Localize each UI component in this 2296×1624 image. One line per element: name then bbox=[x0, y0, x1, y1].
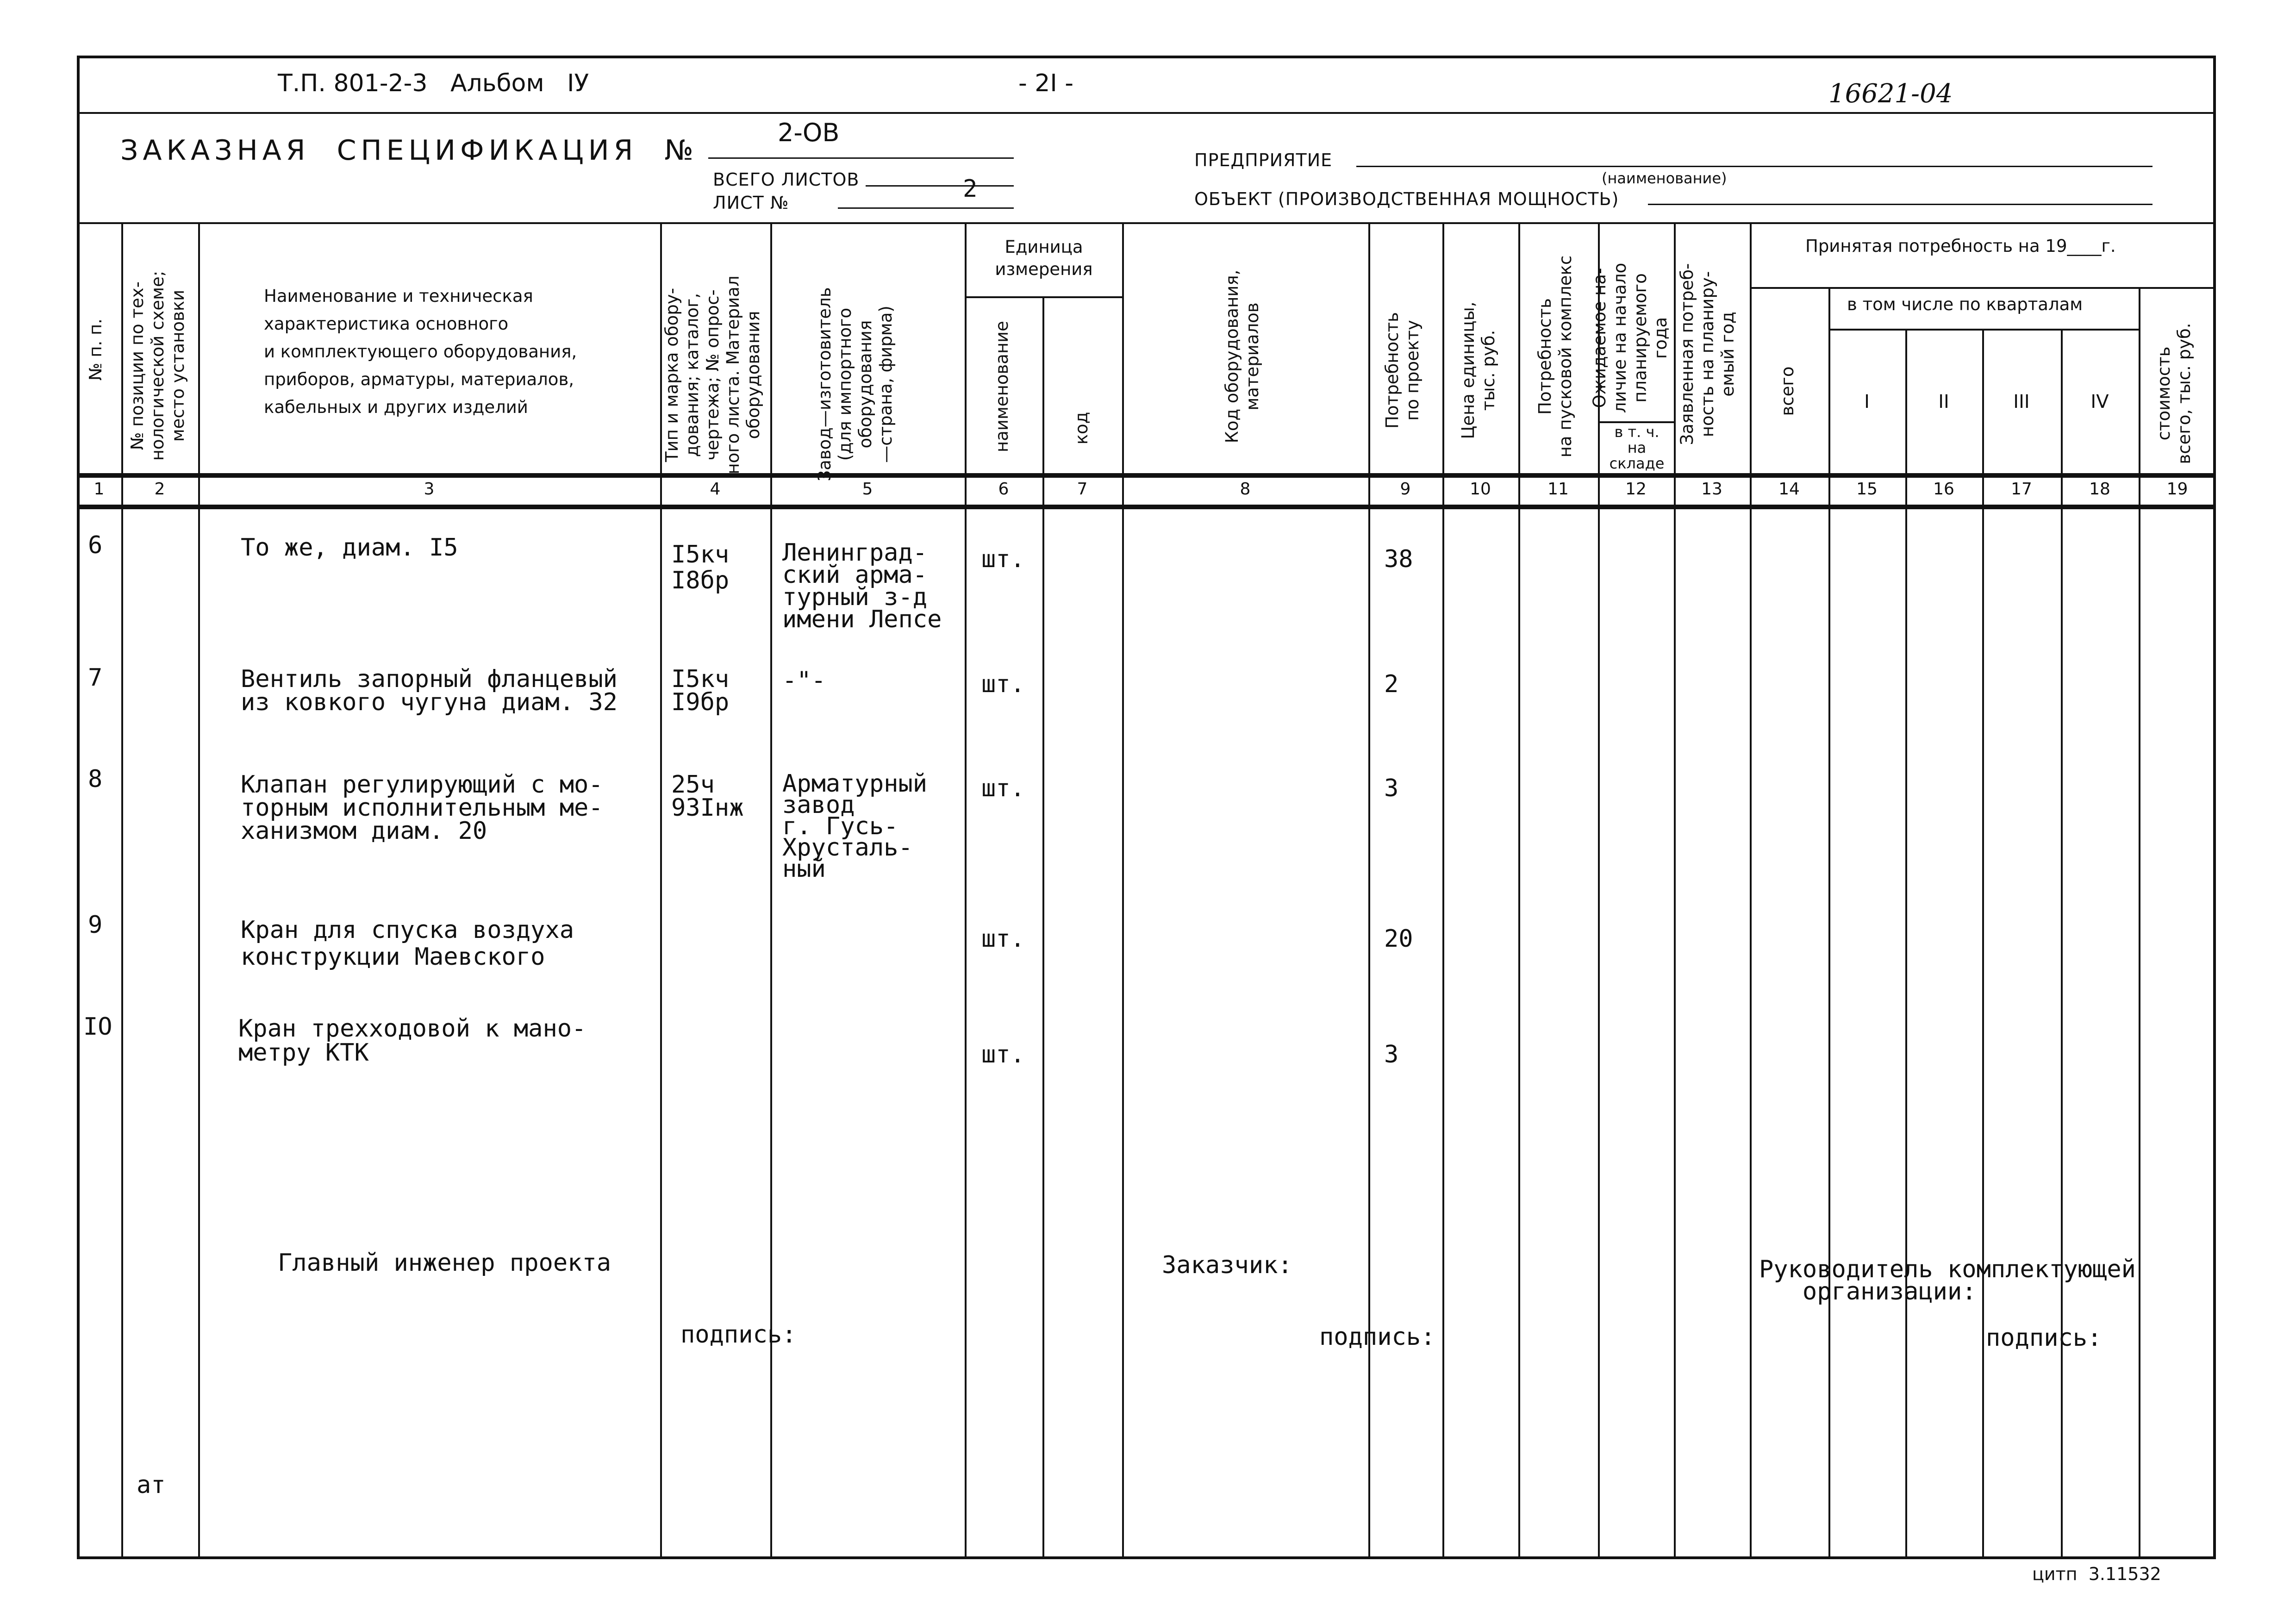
chief-engineer-label: Главный инженер проекта bbox=[278, 1249, 611, 1277]
item-unit: шт. bbox=[981, 775, 1025, 802]
customer-label: Заказчик: bbox=[1162, 1251, 1292, 1279]
item-name: Кран для спуска воздуха конструкции Маевского bbox=[241, 916, 574, 971]
col-header-4: Тип и марка обору- дования; каталог, чертежа; № опрос- ного листа. Материал оборудования bbox=[662, 275, 763, 475]
row-number: 7 bbox=[88, 664, 103, 692]
quarter-1: I bbox=[1864, 391, 1870, 412]
col-line bbox=[121, 222, 123, 1559]
sheet-number-line bbox=[838, 207, 1014, 209]
column-number: 16 bbox=[1933, 480, 1954, 499]
divider bbox=[77, 222, 2216, 224]
total-sheets-label: ВСЕГО ЛИСТОВ bbox=[713, 169, 860, 190]
column-number: 18 bbox=[2089, 480, 2110, 499]
col-header-6: наименование bbox=[992, 321, 1012, 452]
col-line bbox=[1368, 222, 1370, 1559]
accepted-sub-line bbox=[1750, 287, 2216, 289]
column-number: 5 bbox=[862, 480, 873, 499]
item-unit: шт. bbox=[981, 545, 1025, 573]
col-header-12: Ожидаемое на- личие на начало планируемого года bbox=[1590, 262, 1671, 413]
col-header-7: код bbox=[1072, 412, 1092, 445]
item-maker: Ленинград- ский арма- турный з-д имени Лепсе bbox=[782, 539, 942, 633]
signature-label-1: подпись: bbox=[680, 1321, 797, 1349]
item-unit: шт. bbox=[981, 1041, 1025, 1068]
column-number: 19 bbox=[2166, 480, 2188, 499]
item-maker: -"- bbox=[782, 667, 826, 694]
row-number: 9 bbox=[88, 911, 103, 939]
col-line bbox=[2139, 287, 2140, 1559]
row-number: 6 bbox=[88, 531, 103, 559]
col-header-2: № позиции по тех- нологической схеме; место установки bbox=[127, 270, 188, 461]
enterprise-label: ПРЕДПРИЯТИЕ bbox=[1194, 150, 1333, 170]
col-line bbox=[1442, 222, 1444, 1559]
item-unit: шт. bbox=[981, 670, 1025, 698]
enterprise-line bbox=[1356, 166, 2152, 167]
item-name: Клапан регулирующий с мо- торным исполнительным ме- ханизмом диам. 20 bbox=[241, 771, 603, 845]
sheet-number: 2 bbox=[963, 175, 978, 203]
document-number: 16621-04 bbox=[1828, 79, 1953, 109]
page-number: - 2I - bbox=[1018, 69, 1074, 97]
page-title: ЗАКАЗНАЯ СПЕЦИФИКАЦИЯ № bbox=[120, 134, 698, 167]
item-qty: 20 bbox=[1384, 925, 1413, 953]
col-header-9: Потребность по проекту bbox=[1382, 312, 1423, 429]
album-reference: Т.П. 801-2-3 Альбом IУ bbox=[278, 69, 589, 97]
item-name: Вентиль запорный фланцевый из ковкого чугуна диам. 32 bbox=[241, 665, 618, 716]
col-line bbox=[770, 222, 772, 1559]
column-number: 6 bbox=[998, 480, 1009, 499]
item-maker: Арматурный завод г. Гусь- Хрусталь- ный bbox=[782, 770, 928, 883]
item-qty: 3 bbox=[1384, 1041, 1399, 1068]
quarter-sub-line bbox=[1828, 329, 2139, 331]
col-line bbox=[198, 222, 200, 1559]
spec-number-line bbox=[708, 157, 1014, 159]
item-unit: шт. bbox=[981, 925, 1025, 953]
column-number: 8 bbox=[1240, 480, 1251, 499]
column-number: 10 bbox=[1470, 480, 1491, 499]
column-number: 13 bbox=[1701, 480, 1722, 499]
col-numbers-line bbox=[77, 505, 2216, 509]
signature-label-3: подпись: bbox=[1986, 1324, 2102, 1352]
spec-number: 2-ОВ bbox=[778, 118, 840, 147]
object-line bbox=[1648, 204, 2152, 205]
column-number: 9 bbox=[1400, 480, 1411, 499]
object-label: ОБЪЕКТ (ПРОИЗВОДСТВЕННАЯ МОЩНОСТЬ) bbox=[1194, 189, 1619, 209]
col-header-10: Цена единицы, тыс. руб. bbox=[1458, 301, 1498, 439]
quarter-3: III bbox=[2013, 391, 2030, 412]
column-number: 4 bbox=[710, 480, 721, 499]
column-number: 11 bbox=[1547, 480, 1569, 499]
column-number: 1 bbox=[94, 480, 105, 499]
col-line bbox=[1982, 329, 1984, 1559]
col-line bbox=[965, 222, 967, 1559]
col-header-14: всего bbox=[1778, 366, 1797, 416]
column-number: 17 bbox=[2011, 480, 2032, 499]
column-number: 2 bbox=[154, 480, 165, 499]
item-type: I5кч I8бр bbox=[671, 541, 730, 594]
col-line bbox=[1905, 329, 1907, 1559]
column-number: 3 bbox=[424, 480, 435, 499]
total-sheets-line bbox=[866, 185, 1014, 187]
row-number: 8 bbox=[88, 765, 103, 793]
col-header-19: стоимость всего, тыс. руб. bbox=[2154, 323, 2194, 464]
item-qty: 38 bbox=[1384, 545, 1413, 573]
col-line bbox=[1828, 287, 1830, 1559]
col-line bbox=[1518, 222, 1520, 1559]
col-header-5: Завод—изготовитель (для импортного оборудования —страна, фирма) bbox=[815, 287, 896, 481]
item-qty: 3 bbox=[1384, 775, 1399, 802]
signature-label-2: подпись: bbox=[1319, 1323, 1435, 1351]
column-number: 14 bbox=[1778, 480, 1800, 499]
col-line bbox=[1122, 222, 1124, 1559]
col-header-13: Заявленная потреб- ность на планиру- емый год bbox=[1677, 263, 1738, 445]
print-stamp: цитп 3.11532 bbox=[2032, 1564, 2161, 1584]
item-name: То же, диам. I5 bbox=[241, 534, 458, 562]
divider bbox=[77, 112, 2216, 114]
quarters-header: в том числе по кварталам bbox=[1847, 294, 2083, 314]
col-header-11: Потребность на пусковой комплекс bbox=[1535, 255, 1575, 458]
row-number: IО bbox=[83, 1013, 112, 1041]
unit-sub-line bbox=[965, 296, 1122, 298]
col-header-1: № п. п. bbox=[86, 319, 106, 381]
initials: ат bbox=[137, 1471, 166, 1499]
name-note: (наименование) bbox=[1602, 169, 1727, 187]
item-name: Кран трехходовой к мано- метру КТК bbox=[238, 1015, 586, 1067]
unit-group-header: Единица измерения bbox=[995, 237, 1093, 279]
supplier-head-label: Руководитель комплектующей организации: bbox=[1759, 1255, 2136, 1305]
col-line bbox=[2061, 329, 2063, 1559]
col-header-8: Код оборудования, материалов bbox=[1222, 269, 1262, 443]
item-type: 25ч 93Iнж bbox=[671, 771, 744, 822]
sheet-label: ЛИСТ № bbox=[713, 193, 789, 213]
col-header-3: Наименование и техническая характеристика основного и комплектующего оборудования, приборов, арматуры, материалов, кабельных и других изделий bbox=[264, 286, 577, 417]
header-bottom-line bbox=[77, 473, 2216, 478]
column-number: 15 bbox=[1856, 480, 1878, 499]
col-header-12-sub: в т. ч. на складе bbox=[1609, 423, 1665, 472]
quarter-4: IV bbox=[2090, 391, 2109, 412]
accepted-header: Принятая потребность на 19____г. bbox=[1805, 236, 2116, 256]
col-line bbox=[1750, 222, 1752, 1559]
quarter-2: II bbox=[1938, 391, 1949, 412]
item-qty: 2 bbox=[1384, 670, 1399, 698]
column-number: 12 bbox=[1625, 480, 1647, 499]
column-number: 7 bbox=[1077, 480, 1088, 499]
item-type: I5кч I9бр bbox=[671, 665, 730, 716]
